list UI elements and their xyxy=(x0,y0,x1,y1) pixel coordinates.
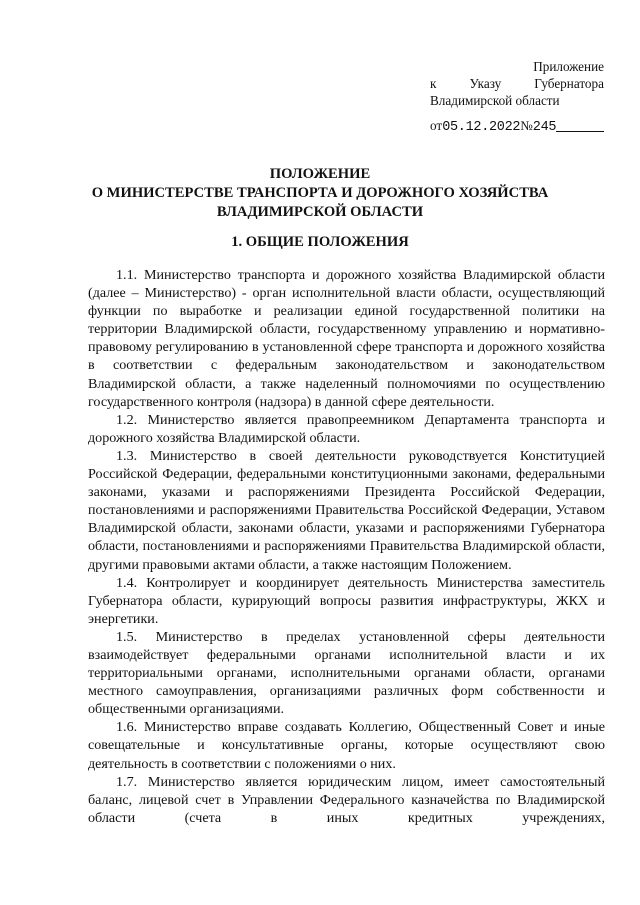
paragraph-1-1: 1.1. Министерство транспорта и дорожного хозяйства Владимирской области (далее – Министерство) - орган исполнительной власти области, осуществляющий функции по выработке и реализации единой государственной политики на территории Владимирской области, государственному управлению и нормативно-правовому регулированию в установленной сфере транспорта и дорожного хозяйства в соответствии с федеральным законодательством и законодательством Владимирской области, а также наделенный полномочиями по осуществлению государственного контроля (надзора) в данной сфере деятельности. xyxy=(88,267,605,410)
paragraph-1-5: 1.5. Министерство в пределах установленной сферы деятельности взаимодействует федеральными органами исполнительной власти и их территориальными органами, исполнительными органами области, органами местного самоуправления, организациями различных форм собственности и общественными организациями. xyxy=(88,628,605,718)
paragraph-1-4: 1.4. Контролирует и координирует деятельность Министерства заместитель Губернатора области, курирующий вопросы развития инфраструктуры, ЖКХ и энергетики. xyxy=(88,574,605,627)
appendix-ukaz: Указу xyxy=(469,76,502,91)
paragraph-1-7: 1.7. Министерство является юридическим лицом, имеет самостоятельный баланс, лицевой счет в Управлении Федерального казначейства по Владимирской области (счета в иных кредитных учреждениях, xyxy=(88,773,605,826)
decree-underline xyxy=(556,119,604,132)
document-body xyxy=(88,266,605,827)
title-line-3: ВЛАДИМИРСКОЙ ОБЛАСТИ xyxy=(216,204,424,220)
decree-prefix: от xyxy=(430,118,443,133)
paragraph-1-6: 1.6. Министерство вправе создавать Коллегию, Общественный Совет и иные совещательные и консультативные органы, которые осуществляют свою деятельность в соответствии с положениями о них. xyxy=(88,719,605,772)
paragraph-1-3: 1.3. Министерство в своей деятельности руководствуется Конституцией Российской Федерации, федеральными конституционными законами, федеральными законами, указами и распоряжениями Президента Российской Федерации, постановлениями и распоряжениями Правительства Российской Федерации, Уставом Владимирской области, законами области, указами и распоряжениями Губернатора области, постановлениями и распоряжениями Правительства Владимирской области, другими правовыми актами области, а также настоящим Положением. xyxy=(88,447,605,573)
decree-number: 245 xyxy=(532,120,557,135)
decree-number-sign: № xyxy=(520,118,533,133)
title-line-2: О МИНИСТЕРСТВЕ ТРАНСПОРТА И ДОРОЖНОГО ХОЗЯЙСТВА xyxy=(91,185,549,201)
appendix-reference xyxy=(430,75,604,92)
title-line-1: ПОЛОЖЕНИЕ xyxy=(269,166,371,182)
section-heading: 1. ОБЩИЕ ПОЛОЖЕНИЯ xyxy=(231,234,409,250)
appendix-gubernator: Губернатора xyxy=(534,76,604,91)
appendix-k: к xyxy=(430,76,437,91)
decree-date: 05.12.2022 xyxy=(442,120,521,135)
appendix-region: Владимирской области xyxy=(430,93,560,108)
decree-date-line xyxy=(430,117,604,136)
appendix-title: Приложение xyxy=(533,59,604,74)
paragraph-1-2: 1.2. Министерство является правопреемником Департамента транспорта и дорожного хозяйства Владимирской области. xyxy=(88,411,605,446)
document-title xyxy=(60,165,580,222)
appendix-block xyxy=(430,58,604,109)
